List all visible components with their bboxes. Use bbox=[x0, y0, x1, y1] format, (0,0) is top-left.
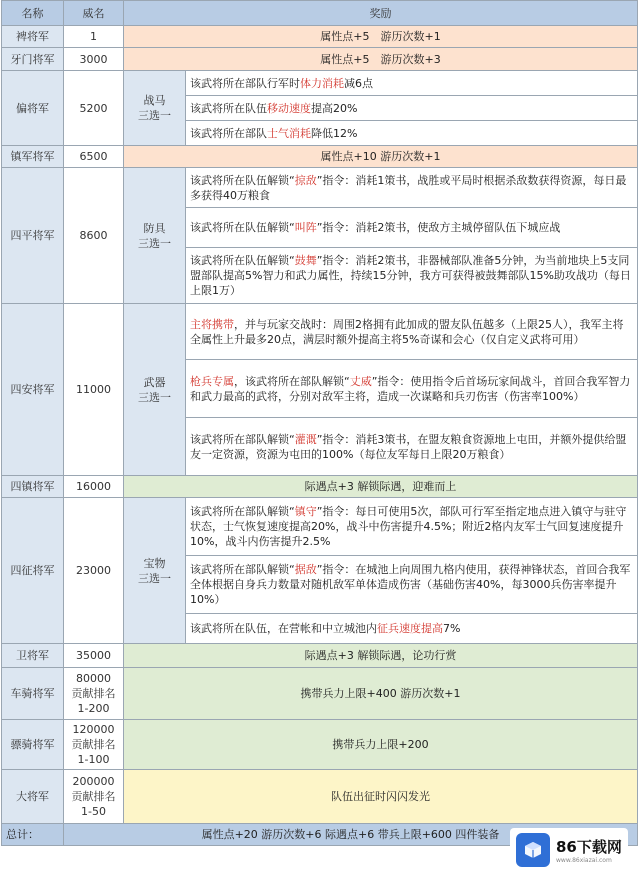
option-highlight: 士气消耗 bbox=[267, 126, 311, 140]
watermark-title: 86下载网 bbox=[556, 838, 622, 856]
reward-option bbox=[186, 248, 638, 304]
box-logo-icon bbox=[516, 833, 550, 867]
option-highlight: 鼓舞 bbox=[294, 254, 317, 267]
reward-category: 武器 三选一 bbox=[124, 304, 186, 476]
table-row bbox=[2, 168, 638, 208]
reward-option bbox=[186, 360, 638, 418]
rank-exp: 3000 bbox=[64, 48, 124, 71]
rank-name: 四平将军 bbox=[2, 168, 64, 304]
rank-name: 四镇将军 bbox=[2, 476, 64, 498]
reward-option bbox=[186, 121, 638, 146]
rank-reward: 携带兵力上限+200 bbox=[124, 720, 638, 770]
header-name: 名称 bbox=[2, 1, 64, 26]
rank-exp: 6500 bbox=[64, 146, 124, 168]
option-text: 该武将所在队伍解锁“ bbox=[190, 221, 295, 234]
reward-category: 战马 三选一 bbox=[124, 71, 186, 146]
table-row bbox=[2, 644, 638, 668]
table-row bbox=[2, 48, 638, 71]
option-highlight: 枪兵专属 bbox=[190, 374, 234, 388]
rank-exp: 16000 bbox=[64, 476, 124, 498]
option-text: ”指令：消耗3策书，在盟友粮食资源地上屯田，并额外提供给盟友一定资源，资源为屯田的100%（每位友军每日上限20万粮食） bbox=[190, 432, 627, 461]
total-text: 属性点+20 游历次数+6 际遇点+6 带兵上限+600 四件装备 bbox=[64, 824, 638, 846]
reward-option bbox=[186, 418, 638, 476]
table-row bbox=[2, 304, 638, 360]
option-text: ”指令：使用指令后首场玩家间战斗，首回合我军智力和武力最高的武将，分别对敌军主将，造成一次谋略和兵刃伤害（伤害率100%） bbox=[190, 374, 631, 403]
rank-reward: 属性点+10 游历次数+1 bbox=[124, 146, 638, 168]
option-text: ，并与玩家交战时：周围2格拥有此加成的盟友队伍越多（上限25人），我军主将全属性上升最多20点，满层时额外提高主将5%奇谋和会心（仅自定义武将可用） bbox=[190, 317, 624, 346]
rank-reward: 际遇点+3 解锁际遇，论功行赏 bbox=[124, 644, 638, 668]
reward-option bbox=[186, 71, 638, 96]
option-text: 该武将所在队伍解锁“ bbox=[190, 173, 295, 187]
header-exp: 威名 bbox=[64, 1, 124, 26]
option-text: 该武将所在队伍 bbox=[190, 101, 267, 115]
reward-option bbox=[186, 304, 638, 360]
rank-name: 裨将军 bbox=[2, 26, 64, 48]
reward-option bbox=[186, 96, 638, 121]
option-highlight: 据敌 bbox=[294, 563, 317, 576]
table-row bbox=[2, 720, 638, 770]
rank-exp: 5200 bbox=[64, 71, 124, 146]
option-highlight: 掠敌 bbox=[294, 173, 317, 187]
option-text: 降低12% bbox=[311, 126, 358, 140]
option-text: 该武将所在部队解锁“ bbox=[190, 432, 295, 446]
header-reward: 奖励 bbox=[124, 1, 638, 26]
header-row bbox=[2, 1, 638, 26]
rank-name: 大将军 bbox=[2, 770, 64, 824]
table-row bbox=[2, 71, 638, 96]
table-row bbox=[2, 26, 638, 48]
option-highlight: 丈威 bbox=[349, 374, 372, 388]
option-text: ”指令：消耗2策书，非器械部队准备5分钟，为当前地块上5支同盟部队提高5%智力和武力属性，持续15分钟，我方可获得被鼓舞部队15%助攻战功（每日上限1万） bbox=[190, 254, 631, 297]
site-watermark bbox=[510, 828, 628, 872]
rank-name: 卫将军 bbox=[2, 644, 64, 668]
table-row bbox=[2, 498, 638, 556]
option-text: 减6点 bbox=[344, 76, 373, 90]
option-highlight: 体力消耗 bbox=[300, 76, 344, 90]
option-text: 该武将所在队伍，在营帐和中立城池内 bbox=[190, 622, 377, 635]
rank-exp: 23000 bbox=[64, 498, 124, 644]
rank-reward: 队伍出征时闪闪发光 bbox=[124, 770, 638, 824]
option-text: 该武将所在部队行军时 bbox=[190, 76, 300, 90]
reward-option bbox=[186, 614, 638, 644]
option-highlight: 灌溉 bbox=[294, 432, 317, 446]
total-label: 总计： bbox=[2, 824, 64, 846]
option-text: ”指令：消耗1策书，战胜或平局时根据杀敌数获得资源，每日最多获得40万粮食 bbox=[190, 173, 627, 202]
option-text: ，该武将所在部队解锁“ bbox=[234, 374, 350, 388]
reward-option bbox=[186, 168, 638, 208]
option-highlight: 征兵速度提高 bbox=[377, 622, 443, 635]
rank-exp: 120000 贡献排名 1-100 bbox=[64, 720, 124, 770]
option-text: 该武将所在部队解锁“ bbox=[190, 505, 295, 518]
option-highlight: 主将携带 bbox=[190, 317, 234, 331]
option-highlight: 镇守 bbox=[294, 505, 317, 518]
rank-name: 偏将军 bbox=[2, 71, 64, 146]
option-text: 7% bbox=[443, 622, 461, 635]
table-row bbox=[2, 146, 638, 168]
option-text: ”指令：消耗2策书，使敌方主城停留队伍下城应战 bbox=[316, 221, 561, 234]
table-row bbox=[2, 770, 638, 824]
rank-reward: 携带兵力上限+400 游历次数+1 bbox=[124, 668, 638, 720]
rank-name: 骠骑将军 bbox=[2, 720, 64, 770]
rank-exp: 8600 bbox=[64, 168, 124, 304]
reward-option bbox=[186, 208, 638, 248]
rank-exp: 200000 贡献排名 1-50 bbox=[64, 770, 124, 824]
rank-reward: 际遇点+3 解锁际遇，迎难而上 bbox=[124, 476, 638, 498]
rank-name: 四征将军 bbox=[2, 498, 64, 644]
reward-category: 防具 三选一 bbox=[124, 168, 186, 304]
option-text: 该武将所在部队 bbox=[190, 126, 267, 140]
rank-reward: 属性点+5 游历次数+1 bbox=[124, 26, 638, 48]
option-text: ”指令：每日可使用5次，部队可行军至指定地点进入镇守与驻守状态，士气恢复速度提高20%，战斗中伤害提升4.5%；附近2格内友军士气回复速度提升10%，战斗内伤害提升2.5% bbox=[190, 505, 627, 548]
rank-reward-table bbox=[1, 0, 638, 846]
option-text: ”指令：在城池上向周围九格内使用，获得神锋状态，首回合我军全体根据自身兵力数量对随机敌军单体造成伤害（基础伤害40%，每3000兵伤害率提升10%） bbox=[190, 563, 631, 606]
rank-exp: 35000 bbox=[64, 644, 124, 668]
rank-exp: 11000 bbox=[64, 304, 124, 476]
option-text: 提高20% bbox=[311, 101, 358, 115]
table-row bbox=[2, 476, 638, 498]
option-highlight: 移动速度 bbox=[267, 101, 311, 115]
watermark-text bbox=[556, 836, 622, 864]
rank-reward: 属性点+5 游历次数+3 bbox=[124, 48, 638, 71]
watermark-sub: www.86xiazai.com bbox=[556, 857, 612, 864]
rank-name: 四安将军 bbox=[2, 304, 64, 476]
option-highlight: 叫阵 bbox=[294, 221, 317, 234]
rank-name: 车骑将军 bbox=[2, 668, 64, 720]
reward-category: 宝物 三选一 bbox=[124, 498, 186, 644]
reward-option bbox=[186, 498, 638, 556]
rank-name: 镇军将军 bbox=[2, 146, 64, 168]
rank-name: 牙门将军 bbox=[2, 48, 64, 71]
rank-exp: 1 bbox=[64, 26, 124, 48]
option-text: 该武将所在部队解锁“ bbox=[190, 563, 295, 576]
rank-exp: 80000 贡献排名 1-200 bbox=[64, 668, 124, 720]
reward-option bbox=[186, 556, 638, 614]
table-row bbox=[2, 668, 638, 720]
option-text: 该武将所在队伍解锁“ bbox=[190, 254, 295, 267]
